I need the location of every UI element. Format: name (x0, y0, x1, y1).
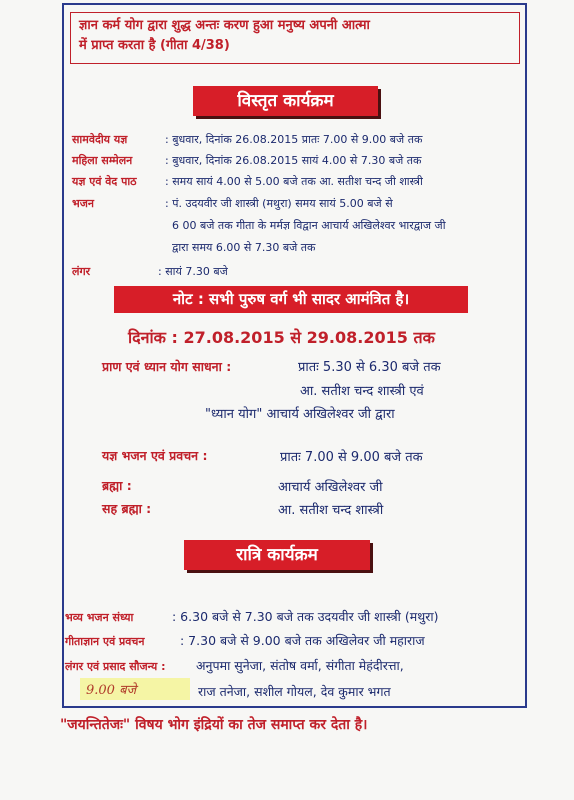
quote-line-2: में प्राप्त करता है (गीता 4/38) (79, 38, 230, 53)
schedule-value: : समय सायं 4.00 से 5.00 बजे तक आ. सतीश चन्द जी शास्त्री (165, 175, 423, 188)
note-banner: नोट : सभी पुरुष वर्ग भी सादर आमंत्रित है। (114, 286, 468, 313)
schedule-value: : बुधवार, दिनांक 26.08.2015 सायं 4.00 से 7.30 बजे तक (165, 154, 422, 167)
schedule-label: लंगर (72, 265, 91, 278)
pranayam-line-2: आ. सतीश चन्द शास्त्री एवं (300, 384, 424, 399)
night-value: : 6.30 बजे से 7.30 बजे तक उदयवीर जी शास्त्री (मथुरा) (172, 609, 439, 624)
pranayam-line-3: "ध्यान योग" आचार्य अखिलेश्वर जी द्वारा (205, 407, 395, 422)
saha-brahma-label: सह ब्रह्मा : (102, 501, 152, 516)
night-value: अनुपमा सुनेजा, संतोष वर्मा, संगीता मेहंदीरत्ता, (196, 658, 404, 673)
schedule-label: महिला सम्मेलन (72, 154, 133, 167)
saha-brahma-value: आ. सतीश चन्द शास्त्री (278, 503, 384, 518)
yagya-label: यज्ञ भजन एवं प्रवचन : (102, 448, 208, 463)
brahma-label: ब्रह्मा : (102, 478, 132, 493)
schedule-value: : बुधवार, दिनांक 26.08.2015 प्रातः 7.00 से 9.00 बजे तक (165, 133, 423, 146)
night-value: राज तनेजा, सशील गोयल, देव कुमार भगत (198, 684, 391, 699)
night-label: गीताज्ञान एवं प्रवचन (65, 635, 145, 648)
night-value: : 7.30 बजे से 9.00 बजे तक अखिलेवर जी महाराज (180, 633, 425, 648)
schedule-label: भजन (72, 197, 94, 210)
schedule-label: सामवेदीय यज्ञ (72, 133, 128, 146)
schedule-value: : पं. उदयवीर जी शास्त्री (मथुरा) समय सायं 5.00 बजे से (165, 197, 393, 210)
schedule-value: : सायं 7.30 बजे (158, 265, 228, 278)
brahma-value: आचार्य अखिलेश्वर जी (278, 480, 383, 495)
schedule-value: द्वारा समय 6.00 से 7.30 बजे तक (172, 241, 316, 254)
night-label: लंगर एवं प्रसाद सौजन्य : (65, 660, 166, 673)
quote-box (70, 12, 520, 64)
night-program-banner: रात्रि कार्यक्रम (184, 540, 370, 570)
footer-quote: "जयन्तितेजः" विषय भोग इंद्रियों का तेज समाप्त कर देता है। (60, 717, 368, 733)
detailed-program-banner: विस्तृत कार्यक्रम (193, 86, 378, 116)
handwritten-note: 9.00 बजे (86, 683, 137, 698)
quote-line-1: ज्ञान कर्म योग द्वारा शुद्ध अन्तः करण हुआ मनुष्य अपनी आत्मा (79, 18, 370, 33)
date-range: दिनांक : 27.08.2015 से 29.08.2015 तक (128, 328, 435, 347)
schedule-label: यज्ञ एवं वेद पाठ (72, 175, 137, 188)
night-label: भव्य भजन संध्या (65, 611, 134, 624)
pranayam-label: प्राण एवं ध्यान योग साधना : (102, 359, 232, 374)
schedule-value: 6 00 बजे तक गीता के मर्मज्ञ विद्वान आचार्य अखिलेश्वर भारद्वाज जी (172, 219, 446, 232)
pranayam-time: प्रातः 5.30 से 6.30 बजे तक (298, 360, 441, 375)
yagya-time: प्रातः 7.00 से 9.00 बजे तक (280, 450, 423, 465)
